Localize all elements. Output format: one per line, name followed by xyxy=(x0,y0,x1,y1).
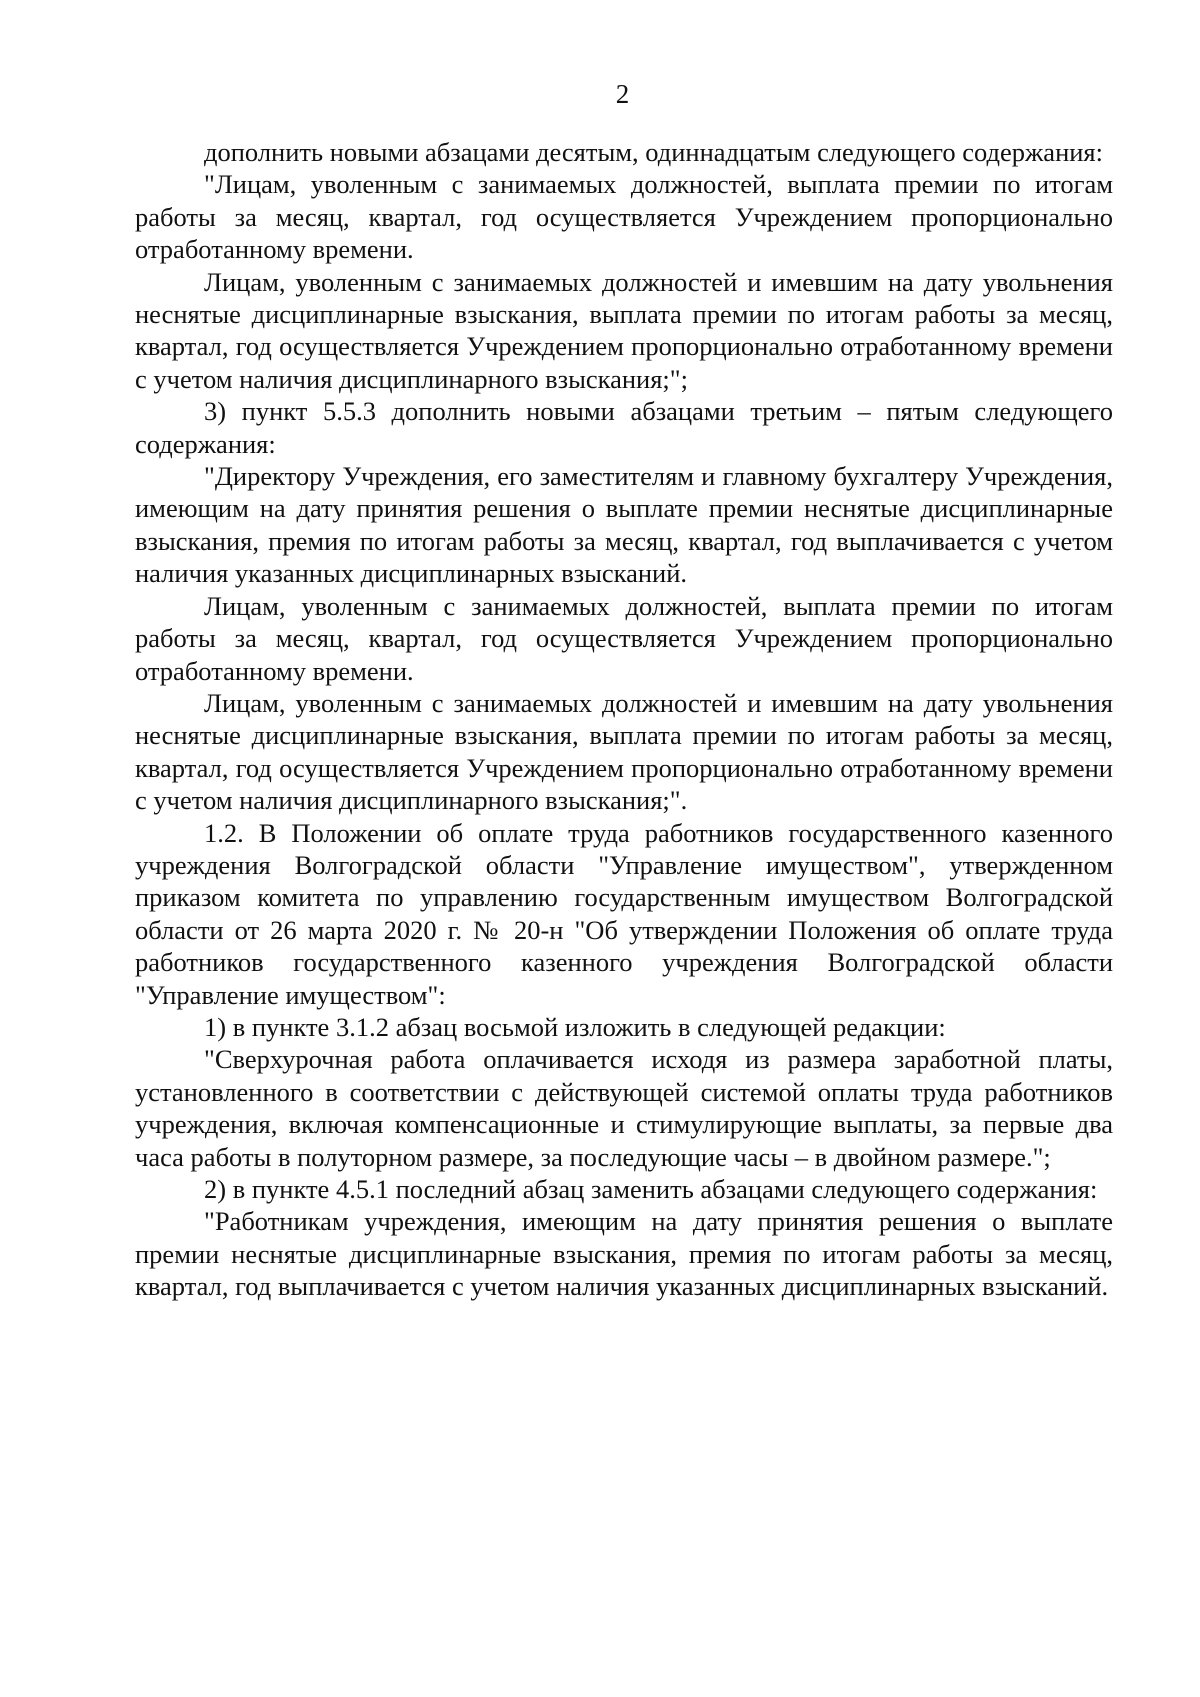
paragraph: 1) в пункте 3.1.2 абзац восьмой изложить в следующей редакции: xyxy=(204,1011,946,1042)
paragraph: Лицам, уволенным с занимаемых должностей, выплата премии по итогам работы за месяц, квартал, год осуществляется Учреждением пропорционально отработанному времени. xyxy=(135,590,1113,686)
paragraph: 2) в пункте 4.5.1 последний абзац заменить абзацами следующего содержания: xyxy=(204,1174,1098,1204)
paragraph: "Сверхурочная работа оплачивается исходя из размера заработной платы, установленного в соответствии с действующей системой оплаты труда работников учреждения, включая компенсационные и стимулирующие выплаты, за первые два часа работы в полуторном размере, за последующие часы – в двойном размере."; xyxy=(135,1044,1113,1172)
paragraph: "Директору Учреждения, его заместителям и главному бухгалтеру Учреждения, имеющим на дату принятия решения о выплате премии неснятые дисциплинарные взыскания, премия по итогам работы за месяц, квартал, год выплачивается с учетом наличия указанных дисциплинарных взысканий. xyxy=(135,461,1113,589)
paragraph: "Лицам, уволенным с занимаемых должностей, выплата премии по итогам работы за месяц, квартал, год осуществляется Учреждением пропорционально отработанному времени. xyxy=(135,169,1113,265)
document-body xyxy=(135,136,1113,1303)
paragraph: 1.2. В Положении об оплате труда работников государственного казенного учреждения Волгоградской области "Управление имуществом", утвержденном приказом комитета по управлению государственным имуществом Волгоградской области от 26 марта 2020 г. № 20-н "Об утверждении Положения об оплате труда работников государственного казенного учреждения Волгоградской области "Управление имуществом": xyxy=(135,817,1113,1010)
paragraph: Лицам, уволенным с занимаемых должностей и имевшим на дату увольнения неснятые дисциплинарные взыскания, выплата премии по итогам работы за месяц, квартал, год осуществляется Учреждением пропорционально отработанному времени с учетом наличия дисциплинарного взыскания;"; xyxy=(135,266,1113,394)
page-number: 2 xyxy=(615,79,630,109)
paragraph: дополнить новыми абзацами десятым, одиннадцатым следующего содержания: xyxy=(204,137,1103,167)
paragraph: "Работникам учреждения, имеющим на дату принятия решения о выплате премии неснятые дисциплинарные взыскания, премия по итогам работы за месяц, квартал, год выплачивается с учетом наличия указанных дисциплинарных взысканий. xyxy=(135,1206,1113,1302)
paragraph: 3) пункт 5.5.3 дополнить новыми абзацами третьим – пятым следующего содержания: xyxy=(135,396,1113,459)
paragraph: Лицам, уволенным с занимаемых должностей и имевшим на дату увольнения неснятые дисциплинарные взыскания, выплата премии по итогам работы за месяц, квартал, год осуществляется Учреждением пропорционально отработанному времени с учетом наличия дисциплинарного взыскания;". xyxy=(135,687,1113,816)
